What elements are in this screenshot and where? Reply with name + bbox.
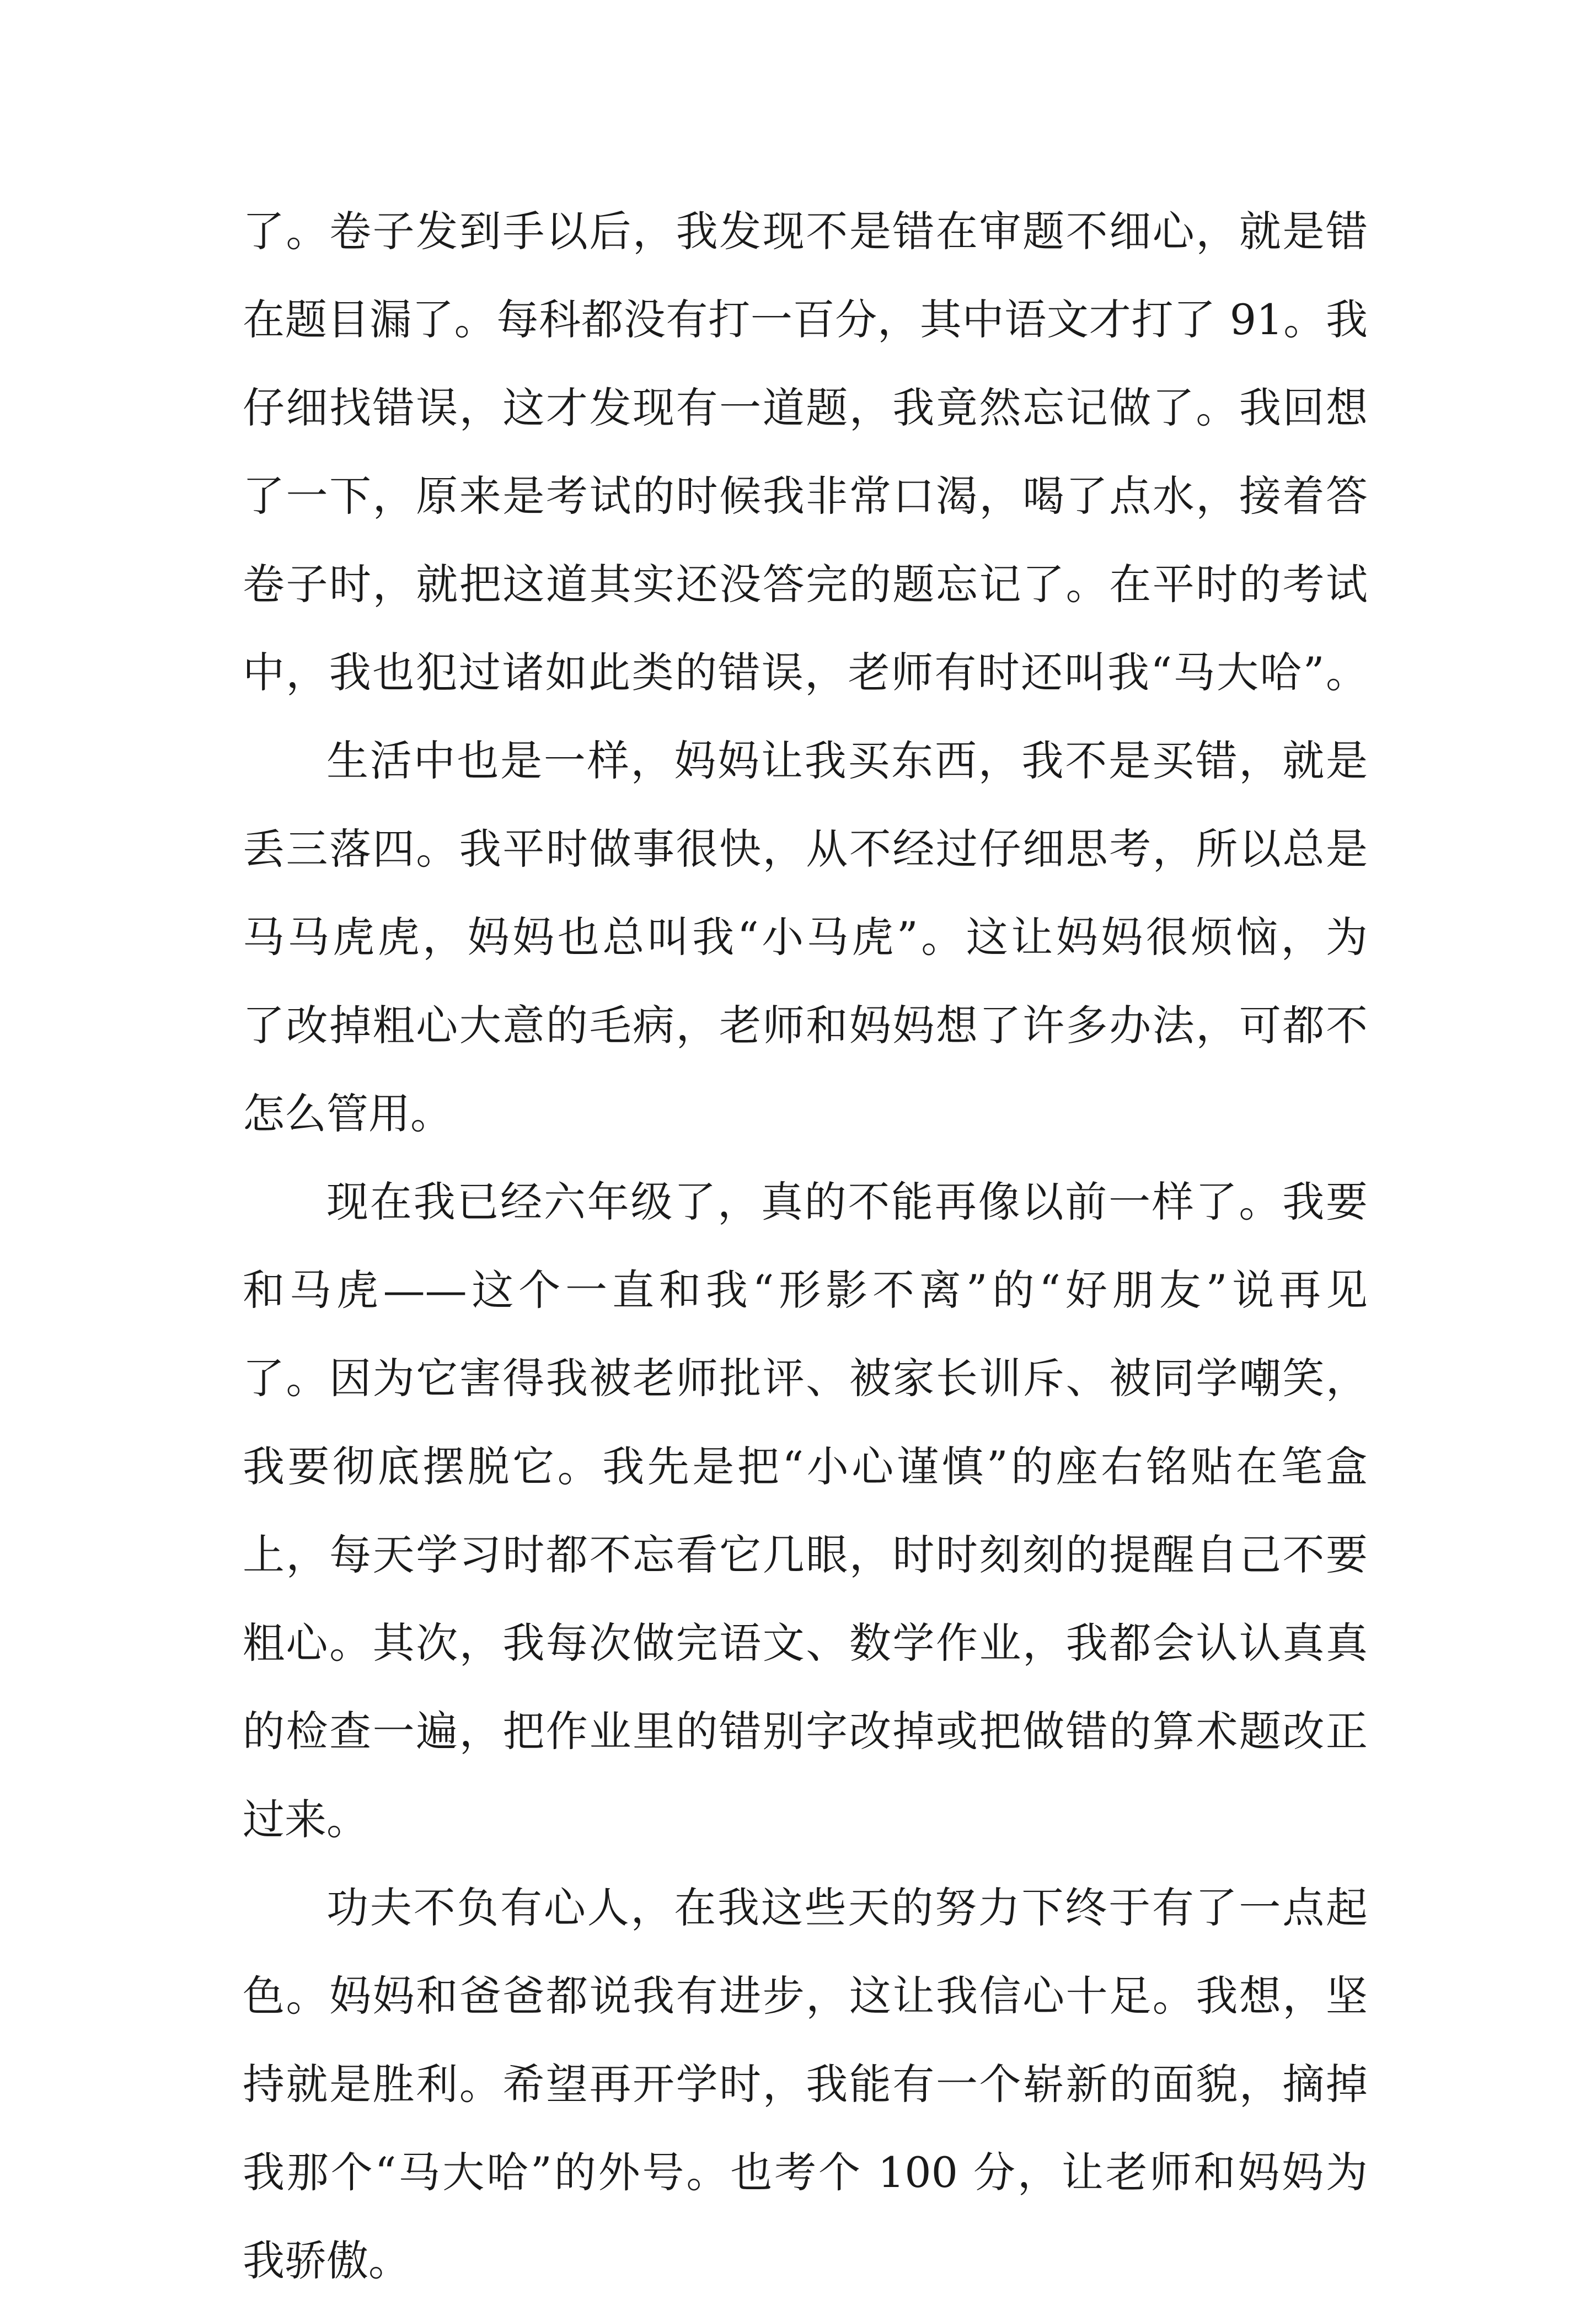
paragraph-4 — [243, 1864, 1368, 2305]
text-line: 色。妈妈和爸爸都说我有进步，这让我信心十足。我想，坚 — [243, 1971, 1368, 2020]
text-line: 仔细找错误，这才发现有一道题，我竟然忘记做了。我回想 — [243, 383, 1368, 432]
document-body — [243, 187, 1368, 2305]
text-line: 我骄傲。 — [243, 2236, 410, 2285]
text-line: 了。卷子发到手以后，我发现不是错在审题不细心，就是错 — [243, 207, 1368, 256]
text-line: 现在我已经六年级了，真的不能再像以前一样了。我要 — [326, 1177, 1368, 1226]
text-line: 怎么管用。 — [243, 1089, 452, 1138]
text-line: 上，每天学习时都不忘看它几眼，时时刻刻的提醒自己不要 — [243, 1530, 1368, 1579]
text-line: 丢三落四。我平时做事很快，从不经过仔细思考，所以总是 — [243, 824, 1368, 873]
text-line: 在题目漏了。每科都没有打一百分，其中语文才打了 91。我 — [243, 295, 1368, 344]
text-line: 粗心。其次，我每次做完语文、数学作业，我都会认认真真 — [243, 1618, 1368, 1668]
text-line: 功夫不负有心人，在我这些天的努力下终于有了一点起 — [326, 1883, 1368, 1932]
paragraph-3 — [243, 1158, 1368, 1864]
text-line: 持就是胜利。希望再开学时，我能有一个崭新的面貌，摘掉 — [243, 2060, 1368, 2109]
text-line: 的检查一遍，把作业里的错别字改掉或把做错的算术题改正 — [243, 1707, 1368, 1756]
text-line: 了。因为它害得我被老师批评、被家长训斥、被同学嘲笑， — [243, 1354, 1368, 1403]
text-line: 卷子时，就把这道其实还没答完的题忘记了。在平时的考试 — [243, 560, 1368, 609]
text-line: 我那个“马大哈”的外号。也考个 100 分，让老师和妈妈为 — [243, 2148, 1368, 2197]
paragraph-2 — [243, 717, 1368, 1158]
text-line: 马马虎虎，妈妈也总叫我“小马虎”。这让妈妈很烦恼，为 — [243, 913, 1368, 962]
text-line: 中，我也犯过诸如此类的错误，老师有时还叫我“马大哈”。 — [243, 648, 1368, 697]
text-line: 我要彻底摆脱它。我先是把“小心谨慎”的座右铭贴在笔盒 — [243, 1442, 1368, 1491]
text-line: 了改掉粗心大意的毛病，老师和妈妈想了许多办法，可都不 — [243, 1001, 1368, 1050]
text-line: 了一下，原来是考试的时候我非常口渴，喝了点水，接着答 — [243, 471, 1368, 521]
text-line: 和马虎——这个一直和我“形影不离”的“好朋友”说再见 — [243, 1266, 1368, 1315]
text-line: 过来。 — [243, 1795, 368, 1844]
text-line: 生活中也是一样，妈妈让我买东西，我不是买错，就是 — [326, 736, 1368, 785]
paragraph-1 — [243, 187, 1368, 717]
